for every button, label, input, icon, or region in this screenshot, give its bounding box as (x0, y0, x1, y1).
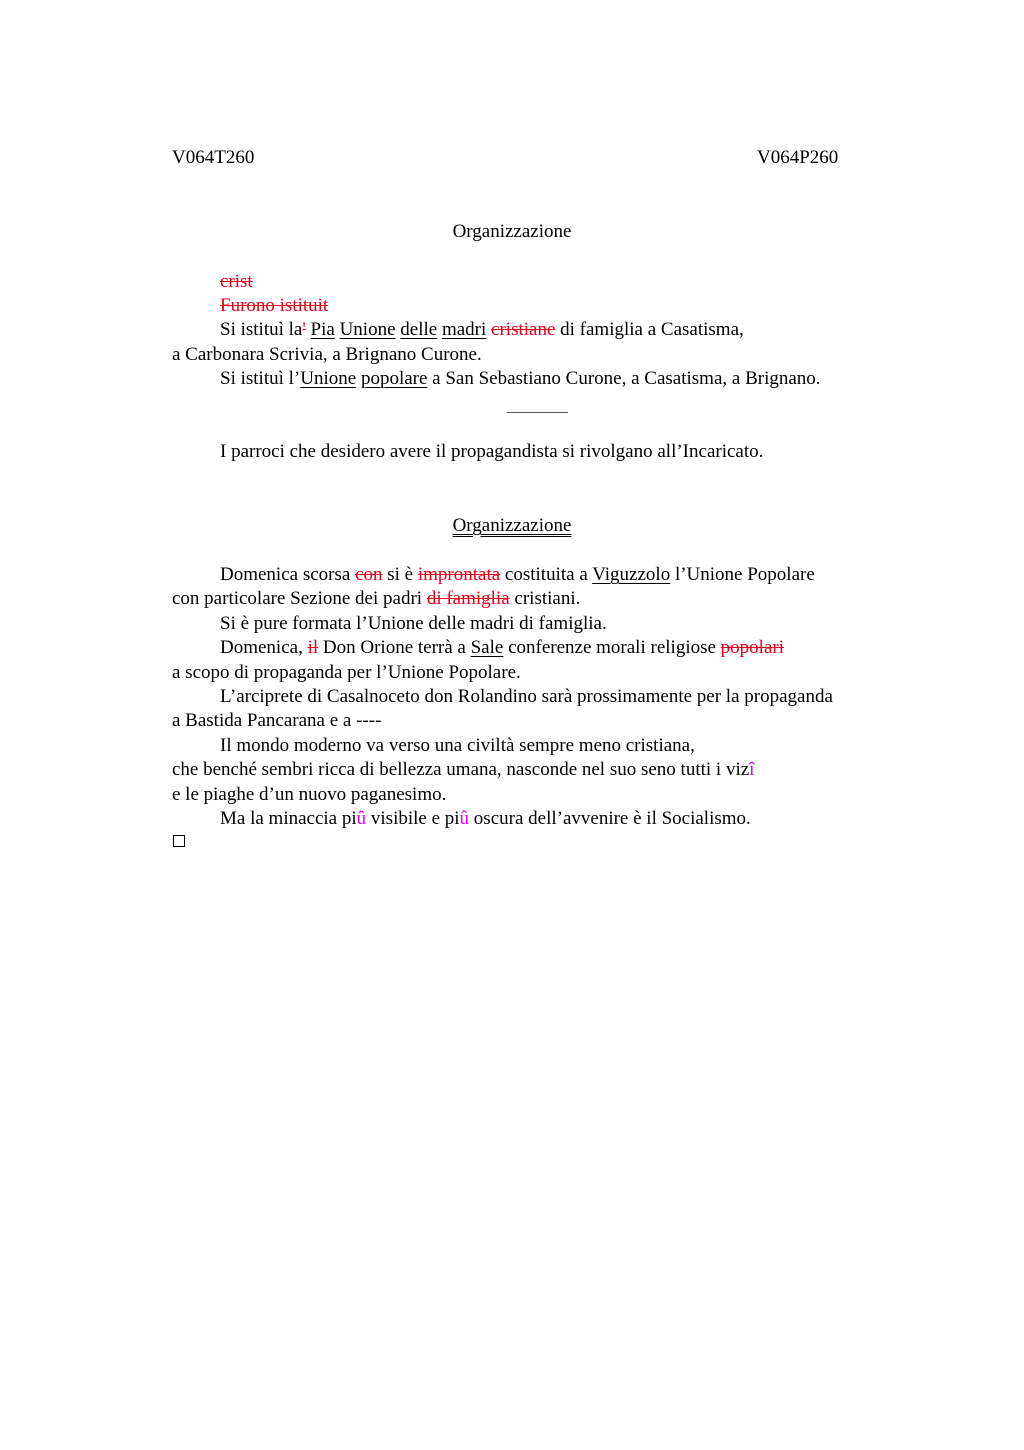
paragraph-mondo-moderno: Il mondo moderno va verso una civiltà sempre meno cristiana, (220, 735, 695, 756)
text-segment: con particolare Sezione dei padri (172, 588, 423, 609)
underlined-word: Unione (339, 319, 396, 340)
deletion-mark: ' (302, 319, 306, 340)
paragraph-don-orione (220, 636, 784, 660)
text-segment: Domenica, (220, 637, 303, 658)
underlined-word: popolare (360, 368, 428, 389)
paragraph-line: e le piaghe d’un nuovo paganesimo. (172, 784, 447, 805)
text-segment: oscura dell’avvenire è il Socialismo. (469, 808, 751, 829)
underlined-word: Pia (310, 319, 335, 340)
text-segment: visibile e pi (366, 808, 460, 829)
underlined-word: Sale (470, 637, 504, 658)
paragraph-domenica-scorsa (220, 563, 815, 587)
header-right-code: V064P260 (757, 147, 839, 168)
deleted-word: popolari (720, 637, 784, 658)
paragraph-unione-popolare (220, 367, 821, 391)
deleted-text-furono: Furono istituit (220, 295, 329, 316)
deleted-word: con (355, 564, 383, 585)
text-segment: conferenze morali religiose (508, 637, 716, 658)
paragraph-pia-unione (220, 318, 744, 342)
deleted-text-crist: crist (220, 271, 253, 292)
paragraph-line: a Bastida Pancarana e a ---- (172, 710, 382, 731)
highlighted-character: û (459, 808, 470, 829)
separator-line (507, 412, 568, 413)
paragraph-line: a Carbonara Scrivia, a Brignano Curone. (172, 344, 482, 365)
text-segment: Si istituì l’ (220, 368, 301, 389)
underlined-word: madri (441, 319, 487, 340)
text-segment: costituita a (504, 564, 588, 585)
paragraph-line (172, 758, 754, 782)
deleted-word: cristiane (491, 319, 556, 340)
text-segment: cristiani. (514, 588, 581, 609)
section2-title-text: Organizzazione (452, 515, 572, 536)
text-segment: si è (387, 564, 414, 585)
end-box-symbol (173, 835, 185, 847)
text-segment: Don Orione terrà a (322, 637, 466, 658)
highlighted-character: û (356, 808, 367, 829)
paragraph-arciprete: L’arciprete di Casalnoceto don Rolandino sarà prossimamente per la propaganda (220, 686, 833, 707)
paragraph-line (172, 587, 580, 611)
text-segment: che benché sembri ricca di bellezza umana, nasconde nel suo seno tutti i viz (172, 759, 750, 780)
text-segment: a San Sebastiano Curone, a Casatisma, a Brignano. (432, 368, 821, 389)
paragraph-line: a scopo di propaganda per l’Unione Popolare. (172, 662, 521, 683)
text-segment: di famiglia a Casatisma, (560, 319, 744, 340)
paragraph-madri: Si è pure formata l’Unione delle madri di famiglia. (220, 613, 607, 634)
underlined-word: delle (400, 319, 438, 340)
underlined-word: Viguzzolo (592, 564, 671, 585)
deleted-word: improntata (417, 564, 501, 585)
underlined-word: Unione (300, 368, 357, 389)
text-segment: Si istituì la (220, 319, 303, 340)
text-segment: Domenica scorsa (220, 564, 351, 585)
text-segment: Ma la minaccia pi (220, 808, 357, 829)
deleted-word: di famiglia (426, 588, 510, 609)
paragraph-socialismo (220, 807, 751, 831)
header-left-code: V064T260 (172, 147, 255, 168)
text-segment: l’Unione Popolare (674, 564, 815, 585)
section1-title: Organizzazione (452, 221, 572, 242)
paragraph-parroci: I parroci che desidero avere il propagandista si rivolgano all’Incaricato. (220, 441, 764, 462)
section2-title (0, 514, 1024, 538)
deleted-word: il (307, 637, 319, 658)
highlighted-character: î (749, 759, 755, 780)
